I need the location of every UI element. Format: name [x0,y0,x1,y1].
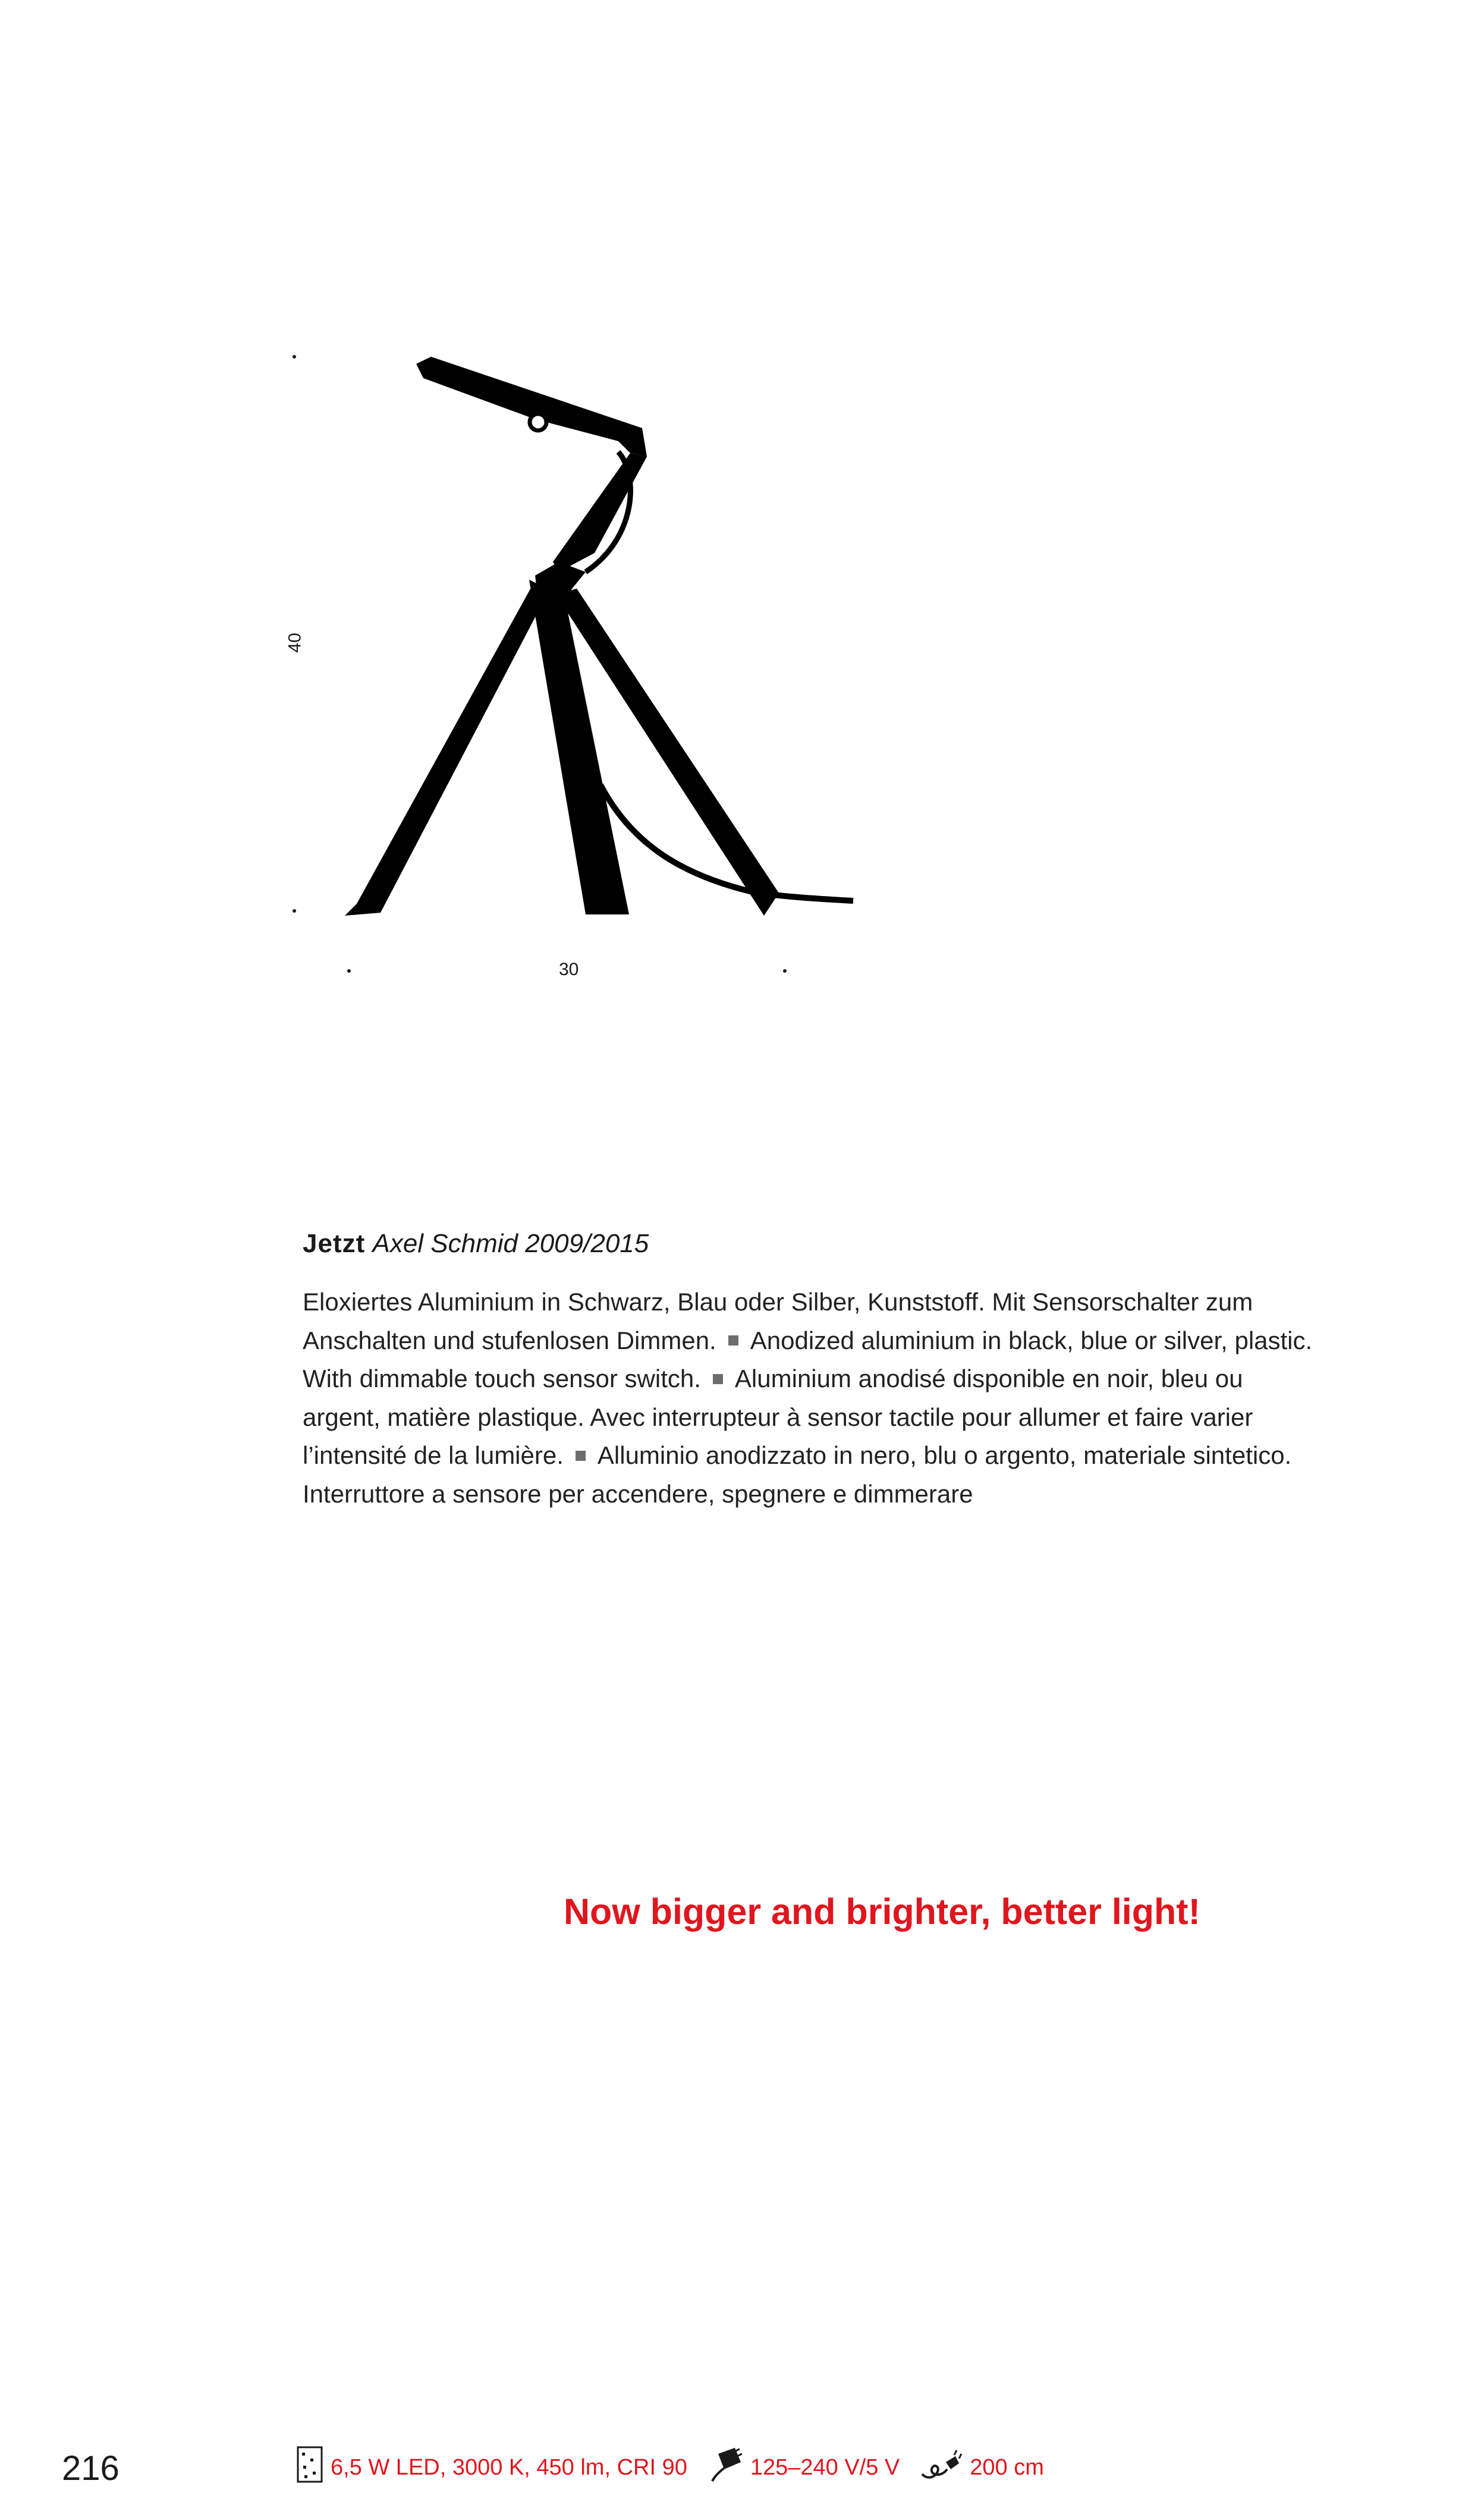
product-name: Jetzt [303,1229,366,1258]
lamp-head [416,357,647,457]
dimension-marker-bottom [293,909,296,913]
product-designer-years: Axel Schmid 2009/2015 [372,1229,649,1258]
product-description [303,1283,1313,1513]
page-number: 216 [62,2449,120,2488]
description-de: Eloxiertes Aluminium in Schwarz, Blau oder Silber, Kunststoff. Mit Sensorschalter zum Anschalten und stufenlosen Dimmen. [303,1288,1253,1354]
description-en: Anodized aluminium in black, blue or silver, plastic. With dimmable touch sensor switch. [303,1326,1313,1392]
power-adapter-icon [708,2445,743,2489]
cable-plug-icon [920,2445,963,2489]
spec-cable: 200 cm [970,2454,1044,2480]
separator-square-icon [713,1374,723,1384]
separator-square-icon [576,1451,586,1461]
description-fr: Aluminium anodisé disponible en noir, bleu ou argent, matière plastique. Avec interrupteur à sensor tactile pour allumer et faire varier l’intensité de la lumière. [303,1365,1253,1469]
dimension-marker-right [783,969,787,973]
product-drawing [333,345,868,928]
lamp-left-leg [345,586,547,916]
dimension-marker-top [293,355,296,359]
description-it: Alluminio anodizzato in nero, blu o argento, materiale sintetico. Interruttore a sensore per accendere, spegnere e dimmerare [303,1441,1292,1508]
led-module-icon [296,2445,323,2489]
separator-square-icon [728,1335,738,1346]
spec-line [296,2448,1064,2486]
promo-tagline: Now bigger and brighter, better light! [564,1891,1200,1932]
lamp-head-button [530,414,546,430]
spec-voltage: 125–240 V/5 V [750,2454,900,2480]
desk-lamp-drawing [333,345,868,928]
dimension-width-label: 30 [559,960,579,979]
dimension-height-label: 40 [285,633,305,653]
product-heading [303,1228,649,1260]
spec-led: 6,5 W LED, 3000 K, 450 lm, CRI 90 [331,2454,687,2480]
lamp-upper-arm [553,453,647,572]
dimension-marker-left [347,969,351,973]
